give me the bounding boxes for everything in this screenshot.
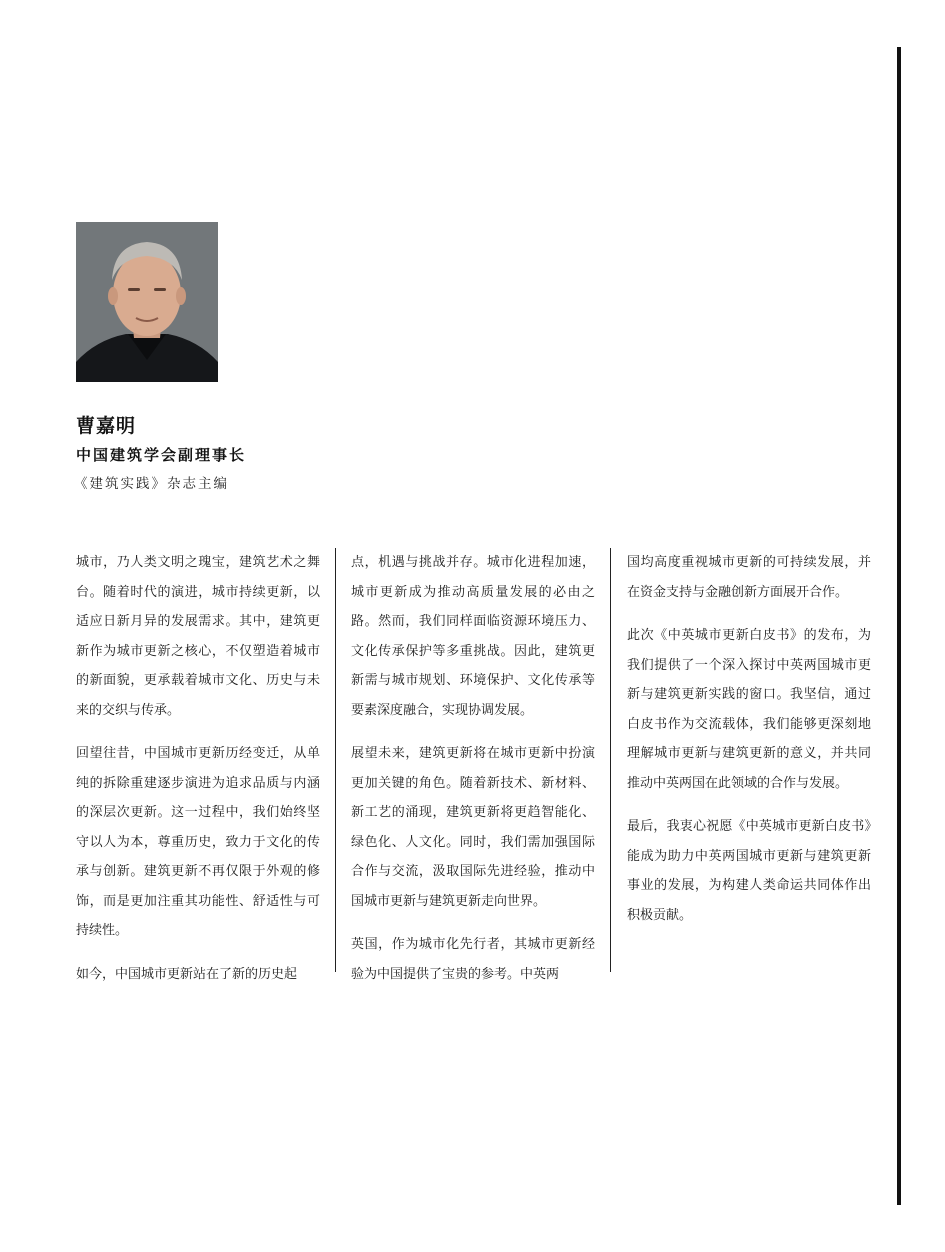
author-portrait [76,222,218,382]
paragraph: 点，机遇与挑战并存。城市化进程加速，城市更新成为推动高质量发展的必由之路。然而，我们同样面临资源环境压力、文化传承保护等多重挑战。因此，建筑更新需与城市规划、环境保护、文化传承等要素深度融合，实现协调发展。 [351,555,595,718]
text-column-3 [627,548,871,944]
paragraph: 国均高度重视城市更新的可持续发展，并在资金支持与金融创新方面展开合作。 [627,555,871,600]
column-divider [335,548,336,972]
paragraph: 此次《中英城市更新白皮书》的发布，为我们提供了一个深入探讨中英两国城市更新与建筑更新实践的窗口。我坚信，通过白皮书作为交流载体，我们能够更深刻地理解城市更新与建筑更新的意义，并共同推动中英两国在此领域的合作与发展。 [627,628,871,791]
text-column-2 [351,548,595,1003]
paragraph: 城市，乃人类文明之瑰宝，建筑艺术之舞台。随着时代的演进，城市持续更新，以适应日新月异的发展需求。其中，建筑更新作为城市更新之核心，不仅塑造着城市的新面貌，更承载着城市文化、历史与未来的交织与传承。 [76,555,320,718]
portrait-illustration [76,222,218,382]
column-divider [610,548,611,972]
paragraph: 回望往昔，中国城市更新历经变迁，从单纯的拆除重建逐步演进为追求品质与内涵的深层次更新。这一过程中，我们始终坚守以人为本，尊重历史，致力于文化的传承与创新。建筑更新不再仅限于外观的修饰，而是更加注重其功能性、舒适性与可持续性。 [76,746,320,938]
author-role: 中国建筑学会副理事长 [76,446,247,464]
text-column-1 [76,548,320,1003]
author-name: 曹嘉明 [76,415,137,437]
right-margin-rule [897,47,901,1205]
paragraph: 最后，我衷心祝愿《中英城市更新白皮书》能成为助力中英两国城市更新与建筑更新事业的发展，为构建人类命运共同体作出积极贡献。 [627,819,871,923]
author-title: 《建筑实践》杂志主编 [74,476,229,492]
paragraph: 英国，作为城市化先行者，其城市更新经验为中国提供了宝贵的参考。中英两 [351,937,595,982]
paragraph: 展望未来，建筑更新将在城市更新中扮演更加关键的角色。随着新技术、新材料、新工艺的涌现，建筑更新将更趋智能化、绿色化、人文化。同时，我们需加强国际合作与交流，汲取国际先进经验，推动中国城市更新与建筑更新走向世界。 [351,746,595,909]
paragraph: 如今，中国城市更新站在了新的历史起 [76,966,298,982]
